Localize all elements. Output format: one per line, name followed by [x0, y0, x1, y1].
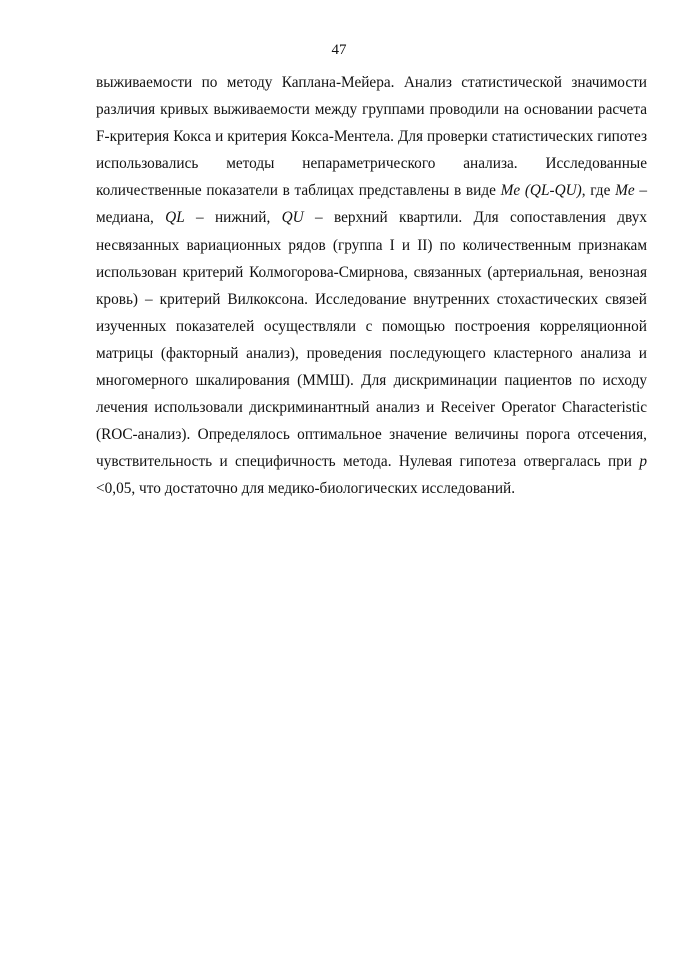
text-run-italic: Me (QL-QU) — [500, 182, 582, 200]
text-run-italic: p — [639, 453, 647, 471]
text-run: – медиана, — [96, 182, 647, 227]
text-run: , где — [581, 182, 616, 200]
body-paragraph — [96, 69, 647, 503]
text-run: – нижний, — [184, 209, 282, 227]
text-run: <0,05, что достаточно для медико-биологических исследований. — [96, 480, 516, 498]
text-run-italic: Me — [615, 182, 635, 200]
text-run-italic: QU — [281, 209, 304, 227]
text-run: – верхний квартили. Для сопоставления двух несвязанных вариационных рядов (группа I и II) по количественным признакам использован критерий Колмогорова-Смирнова, связанных (артериальная, венозная кровь) – критерий Вилкоксона. Исследование внутренних стохастических связей изученных показателей осуществляли с помощью построения корреляционной матрицы (факторный анализ), проведения последующего кластерного анализа и многомерного шкалирования (ММШ). Для дискриминации пациентов по исходу лечения использовали дискриминантный анализ и Receiver Operator Characteristic (ROC-анализ). Определялось оптимальное значение величины порога отсечения, чувствительность и специфичность метода. Нулевая гипотеза отвергалась при — [96, 209, 647, 471]
text-run: выживаемости по методу Каплана-Мейера. Анализ статистической значимости различия кривых выживаемости между группами проводили на основании расчета F-критерия Кокса и критерия Кокса-Ментела. Для проверки статистических гипотез использовались методы непараметрического анализа. Исследованные количественные показатели в таблицах представлены в виде — [96, 74, 647, 200]
text-run-italic: QL — [165, 209, 185, 227]
page-number: 47 — [331, 42, 347, 58]
